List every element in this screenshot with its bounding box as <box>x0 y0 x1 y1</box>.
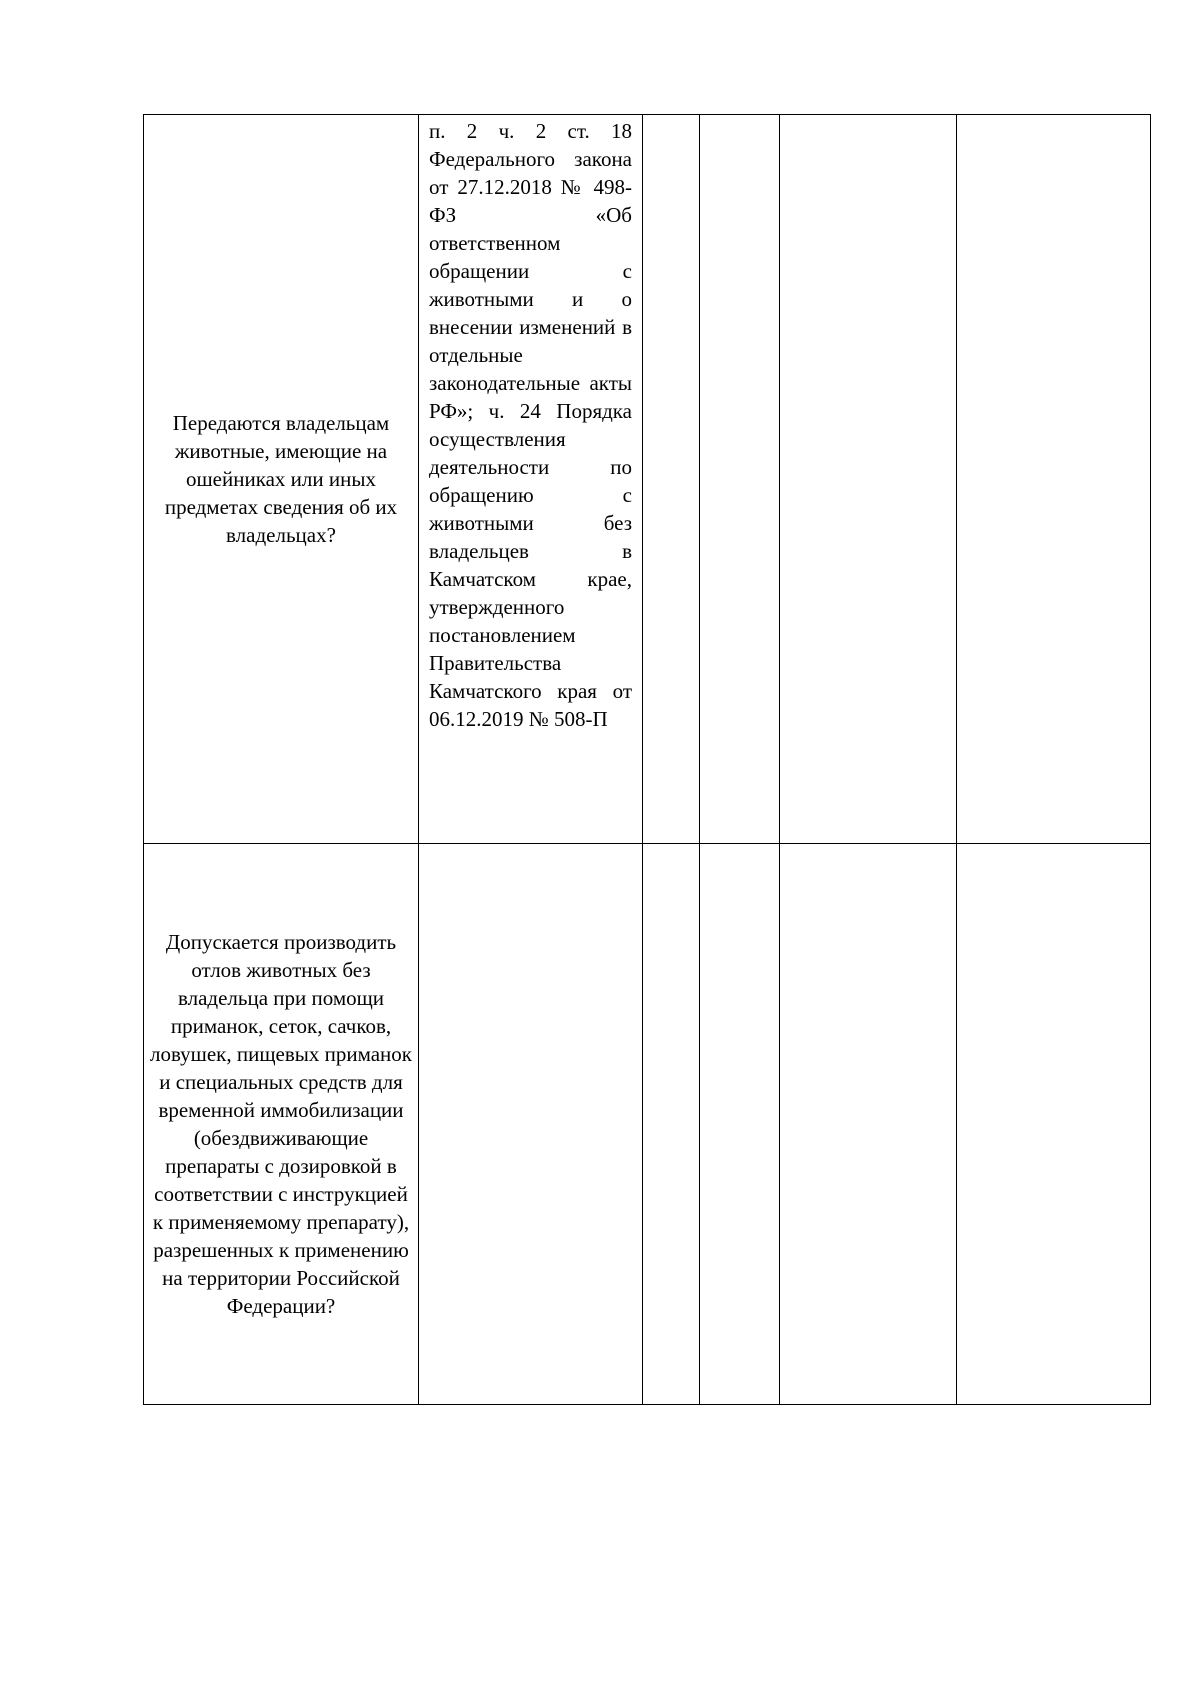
not-applicable-cell <box>780 115 957 844</box>
legal-basis-cell <box>419 115 643 844</box>
not-applicable-cell <box>780 844 957 1405</box>
answer-yes-cell <box>643 844 700 1405</box>
notes-cell <box>957 115 1151 844</box>
answer-yes-cell <box>643 115 700 844</box>
question-text: Допускается производить отлов животных без владельца при помощи приманок, сеток, сачков, ловушек, пищевых приманок и специальных средств для временной иммобилизации (обездвиживающие препараты с дозировкой в соответствии с инструкцией к применяемому препарату), разрешенных к применению на территории Российской Федерации? <box>150 930 412 1318</box>
table-row <box>144 115 1151 844</box>
question-cell <box>144 115 419 844</box>
answer-no-cell <box>700 844 780 1405</box>
question-cell <box>144 844 419 1405</box>
question-text: Передаются владельцам животные, имеющие на ошейниках или иных предметах сведения об их владельцах? <box>164 411 398 547</box>
answer-no-cell <box>700 115 780 844</box>
table-row <box>144 844 1151 1405</box>
legal-basis-cell <box>419 844 643 1405</box>
checklist-table <box>143 114 1151 1405</box>
legal-basis-text: п. 2 ч. 2 ст. 18 Федерального закона от 27.12.2018 № 498-ФЗ «Об ответственном обращении с животными и о внесении изменений в отдельные законодательные акты РФ»; ч. 24 Порядка осуществления деятельности по обращению с животными без владельцев в Камчатском крае, утвержденного постановлением Правительства Камчатского края от 06.12.2019 № 508-П <box>429 119 632 731</box>
notes-cell <box>957 844 1151 1405</box>
